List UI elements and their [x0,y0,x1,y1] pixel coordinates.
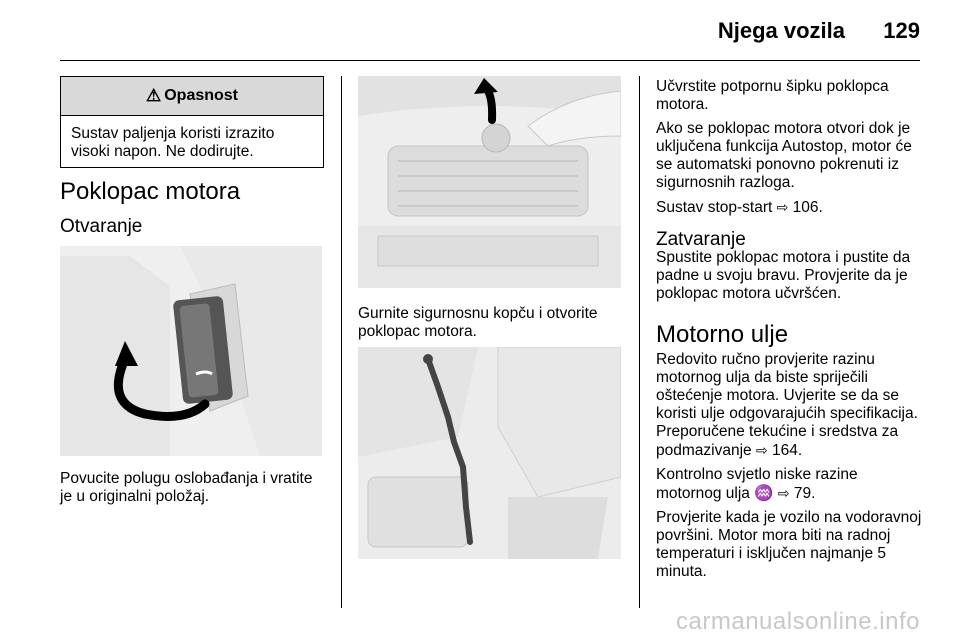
section-title-hood: Poklopac motora [60,178,241,205]
subsection-title-open: Otvaranje [60,216,143,237]
oil-can-icon: ♒ [754,485,774,502]
warning-title: Opasnost [164,87,239,104]
watermark: carmanualsonline.info [676,608,920,635]
stop-start-ref-label: Sustav stop-start [656,199,773,216]
release-lever-illustration [60,246,322,456]
page-reference-icon: ⇨ [776,199,789,215]
page-reference-icon: ⇨ [755,442,768,458]
support-rod-illustration [358,347,621,559]
figure-safety-catch [358,76,621,288]
oil-check-text [656,351,924,460]
secure-rod-text: Učvrstite potpornu šipku poklopca motora. [656,78,889,113]
oil-level-text: Provjerite kada je vozilo na vodoravnoj površini. Motor mora biti na radnoj temperaturi i isključen najmanje 5 minuta. [656,509,922,580]
warning-box [60,76,324,168]
figure-support-rod [358,347,621,559]
page-number: 129 [883,18,920,43]
close-text: Spustite poklopac motora i pustite da padne u svoju bravu. Provjerite da je poklopac motora učvršćen. [656,249,911,302]
caption-release-lever: Povucite polugu oslobađanja i vratite je u originalni položaj. [60,470,313,505]
page-reference-icon: ⇨ [777,485,790,501]
stop-start-ref-page[interactable]: 106. [792,199,823,216]
header-divider [60,60,920,61]
page-title: Njega vozila [717,18,845,43]
stop-start-reference [656,198,924,217]
warning-text: Sustav paljenja koristi izrazito visoki napon. Ne dodirujte. [71,125,275,160]
column-divider-right [639,76,640,608]
warning-header [61,77,323,116]
section-title-oil: Motorno ulje [656,321,789,348]
warning-triangle-icon: ⚠ [145,86,162,105]
safety-catch-illustration [358,76,621,288]
page-header [0,0,960,62]
oil-check-body: Redovito ručno provjerite razinu motornog ulja da biste spriječili oštećenje motora. Uvjerite se da se koristi ulje odgovarajućih specifikacija. Preporučene tekućine i sredstva za podmazivanje [656,351,918,459]
column-right [656,78,924,587]
oil-lamp-text [656,466,924,503]
oil-check-ref-page[interactable]: 164. [772,442,803,459]
oil-lamp-body: Kontrolno svjetlo niske razine motornog ulja [656,466,858,502]
subsection-title-close: Zatvaranje [656,229,746,250]
caption-safety-catch: Gurnite sigurnosnu kopču i otvorite poklopac motora. [358,305,598,340]
oil-lamp-ref-page[interactable]: 79. [793,485,816,502]
column-divider-left [341,76,342,608]
autostop-note: Ako se poklopac motora otvori dok je uključena funkcija Autostop, motor će se automatski ponovno pokrenuti iz sigurnosnih razloga. [656,120,912,191]
figure-release-lever [60,246,322,456]
